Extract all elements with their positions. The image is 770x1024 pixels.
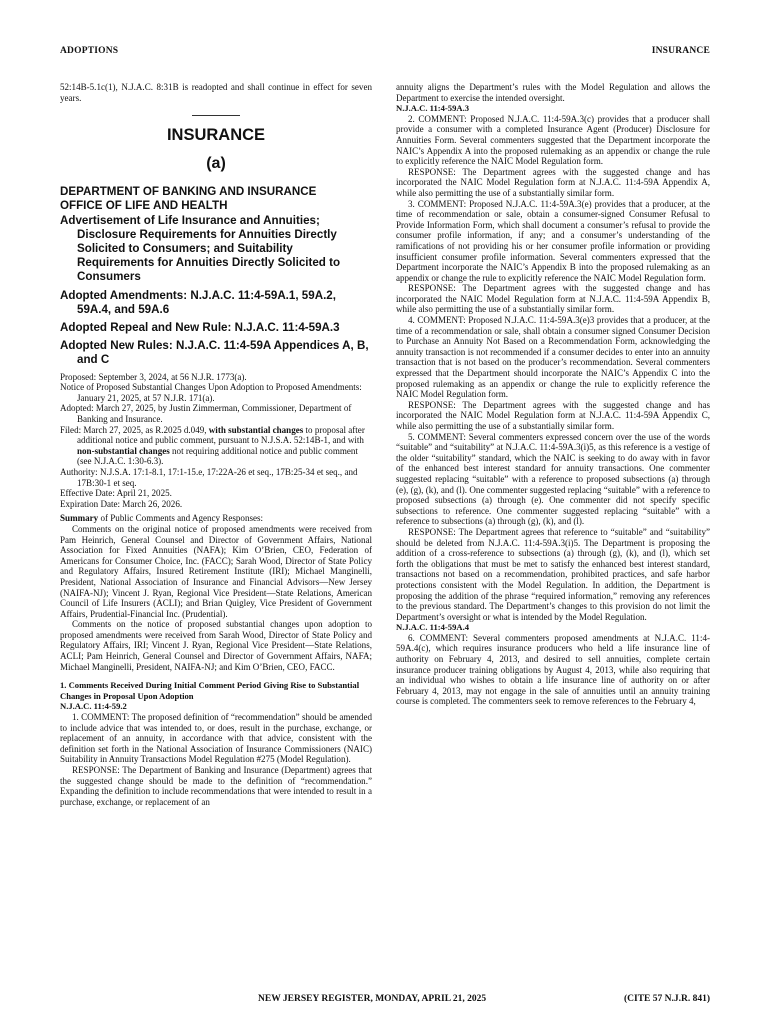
filed-text-c: to proposal after additional notice and public comment, pursuant to N.J.S.A. 52:14B-1, and with: [77, 424, 365, 446]
agency-office: OFFICE OF LIFE AND HEALTH: [60, 199, 228, 213]
comment-paragraph: 1. COMMENT: The proposed definition of “recommendation” should be amended to include advice that was intended to, or does, result in the purchase, exchange, or replacement of an annuity, in accordance with that advice, consistent with the definition set forth in the National Association of Insurance Commissioners (NAIC) Suitability in Annuity Transactions Model Regulation #275 (Model Regulation).: [60, 712, 372, 765]
adopted-amendments: Adopted Amendments: N.J.A.C. 11:4-59A.1, 59A.2, 59A.4, and 59A.6: [60, 288, 336, 316]
continued-paragraph: annuity aligns the Department’s rules with the Model Regulation and allows the Department to exercise the intended oversight.: [396, 82, 710, 103]
comment-paragraph: 2. COMMENT: Proposed N.J.A.C. 11:4-59A.3(c) provides that a producer shall provide a consumer with a completed Insurance Agent (Producer) Disclosure for Annuities Form. Several commenters suggested that the Department incorporate the NAIC’s Appendix A into the proposed rulemaking as an appendix or change the rule to explicitly reference the NAIC Model Regulation form.: [396, 113, 710, 167]
filed-text-a: Filed: March 27, 2025, as R.2025 d.049,: [60, 424, 209, 435]
subsection-heading: 1. Comments Received During Initial Comment Period Giving Rise to Substantial Changes in Proposal Upon Adoption: [60, 680, 360, 701]
rule-reference: N.J.A.C. 11:4-59A.4: [396, 622, 470, 633]
filed-line: [60, 425, 372, 467]
summary-heading: [60, 513, 372, 524]
proposed-line: Proposed: September 3, 2024, at 56 N.J.R. 1773(a).: [60, 371, 247, 382]
response-paragraph: RESPONSE: The Department agrees that reference to “suitable” and “suitability” should be deleted from N.J.A.C. 11:4-59A.3(i)5. The Department is proposing the addition of a cross-reference to subsections (a) through (g), (k), and (l), which set forth the obligations that must be met to satisfy the enhanced best interest standard, transactions not based on a recommendation, prohibited practices, and safe harbor protections consistent with the Model Regulation. In addition, the Department is proposing the addition of the phrase “required information,” removing any references to the previous standard. The Department’s changes to this provision do not limit the Department’s oversight or what is intended by the Model Regulation.: [396, 526, 710, 622]
adopted-new-rules: Adopted New Rules: N.J.A.C. 11:4-59A Appendices A, B, and C: [60, 339, 369, 367]
body-paragraph: Comments on the original notice of proposed amendments were received from Pam Heinrich, General Counsel and Director of Government Affairs, National Association for Fixed Annuities (NAFA); Kim O’Brien, CEO, Federation of Americans for Consumer Choice, Inc. (FACC); Sarah Wood, Director of State Policy and Regulatory Affairs, Insured Retirement Institute (IRI); Michael Manginelli, President, National Association of Insurance and Financial Advisors—New Jersey (NAIFA-NJ); Vincent J. Ryan, Regional Vice President—State Relations, American Council of Life Insurers (ACLI); and Brian Quigley, Vice President of Government Affairs, Prudential-Financial Inc. (Prudential).: [60, 523, 372, 619]
filed-nonsubstantial: non-substantial changes: [77, 445, 170, 456]
rule-title: Advertisement of Life Insurance and Annuities; Disclosure Requirements for Annuities Directly Solicited to Consumers; and Suitability Requirements for Annuities Directly Solicited to Consumers: [60, 213, 341, 284]
footer-citation: (CITE 57 N.J.R. 841): [623, 994, 710, 1004]
right-column: [396, 82, 710, 707]
expiration-date: Expiration Date: March 26, 2026.: [60, 498, 183, 509]
summary-rest: of Public Comments and Agency Responses:: [98, 513, 264, 524]
footer-issue: NEW JERSEY REGISTER, MONDAY, APRIL 21, 2025: [258, 994, 487, 1004]
authority-line: Authority: N.J.S.A. 17:1-8.1, 17:1-15.e, 17:22A-26 et seq., 17B:25-34 et seq., and 17B:30-1 et seq.: [60, 466, 358, 488]
header-section-left: ADOPTIONS: [60, 46, 119, 56]
rule-reference: N.J.A.C. 11:4-59.2: [60, 701, 127, 712]
response-paragraph: RESPONSE: The Department agrees with the suggested change and has incorporated the NAIC Model Regulation form at N.J.A.C. 11:4-59A Appendix A, while also permitting the use of a substantially similar form.: [396, 166, 710, 198]
comment-paragraph: 3. COMMENT: Proposed N.J.A.C. 11:4-59A.3(e) provides that a producer, at the time of recommendation or sale, obtain a consumer-signed Consumer Refusal to Provide Information Form, which shall document a consumer’s refusal to provide the consumer profile information, if any; and a consumer’s understanding of the ramifications of not providing his or her consumer profile information or providing insufficient consumer profile information. Several commenters expressed that the Department incorporate the NAIC’s Appendix B into the proposed rulemaking as an appendix or change the rule to explicitly reference the NAIC Model Regulation form.: [396, 198, 710, 283]
notice-line: Notice of Proposed Substantial Changes Upon Adoption to Proposed Amendments: January 21, 2025, at 57 N.J.R. 171(a).: [60, 382, 362, 403]
response-paragraph: RESPONSE: The Department of Banking and Insurance (Department) agrees that the suggested change should be made to the definition of “recommendation.” Expanding the definition to include recommendations that were intended to result in a purchase, exchange, or replacement of an: [60, 765, 372, 807]
adopted-repeal: Adopted Repeal and New Rule: N.J.A.C. 11:4-59A.3: [60, 321, 340, 335]
running-header: [60, 46, 710, 60]
comment-paragraph: 6. COMMENT: Several commenters proposed amendments at N.J.A.C. 11:4-59A.4(c), which requires insurance producers who held a life insurance line of authority on February 4, 2013, and desired to sell annuities, complete certain insurance producer training obligations by August 4, 2013, while also requiring that an individual who wishes to obtain a life insurance line of authority on or after February 4, 2013, may not engage in the sale of annuities until an annuity training course is completed. The commenters seek to remove references to the February 4,: [396, 632, 710, 707]
header-section-right: INSURANCE: [651, 46, 710, 56]
intro-paragraph: 52:14B-5.1c(1), N.J.A.C. 8:31B is readopted and shall continue in effect for seven years.: [60, 82, 372, 103]
filed-text-e: not requiring additional notice and public comment (see N.J.A.C. 1:30-6.3).: [77, 445, 358, 467]
body-paragraph: Comments on the notice of proposed substantial changes upon adoption to proposed amendments were received from Sarah Wood, Director of State Policy and Regulatory Affairs, IRI; Vincent J. Ryan, Regional Vice President—State Relations, ACLI; Pam Heinrich, General Counsel and Director of Government Affairs, NAFA; Michael Manginelli, President, NAIFA-NJ; and Kim O’Brien, CEO, FACC.: [60, 619, 372, 672]
section-letter: (a): [206, 155, 226, 173]
section-title: INSURANCE: [166, 126, 266, 145]
filed-substantial: with substantial changes: [208, 424, 304, 435]
rule-reference: N.J.A.C. 11:4-59A.3: [396, 103, 470, 114]
page-footer: [60, 994, 710, 1008]
comment-paragraph: 4. COMMENT: Proposed N.J.A.C. 11:4-59A.3(e)3 provides that a producer, at the time of a recommendation or sale, shall obtain a consumer signed Consumer Decision to Purchase an Annuity Not Based on a Recommendation Form, acknowledging the annuity transaction is not recommended if a consumer decides to enter into an annuity transaction that is not based on the producer’s recommendation. Several commenters expressed that the Department should incorporate the NAIC’s Appendix C into the proposed rulemaking as an appendix or change the rule to explicitly reference the NAIC Model Regulation form.: [396, 315, 710, 400]
left-column: [60, 82, 372, 807]
effective-date: Effective Date: April 21, 2025.: [60, 488, 172, 499]
response-paragraph: RESPONSE: The Department agrees with the suggested change and has incorporated the NAIC Model Regulation form at N.J.A.C. 11:4-59A Appendix C, while also permitting the use of a substantially similar form.: [396, 399, 710, 431]
comment-paragraph: 5. COMMENT: Several commenters expressed concern over the use of the words “suitable” and “suitability” at N.J.A.C. 11:4-59A.3(i)5, as this reference is a vestige of the older “suitability” standard, which the NAIC is seeking to do away with in favor of the enhanced best interest standard for annuity transactions. One commenter suggested replacing “suitable” with a reference to proposed subsections (a) through (e), (g), (k), and (l). One commenter suggested replacing “suitable” with a reference to proposed subsections (a) through (e). One commenter did not specify specific subsections to reference. One commenter suggested replacing “suitable” with a reference to subsections (a) through (g), (k), and (l).: [396, 431, 710, 527]
section-divider: [192, 115, 240, 116]
agency-department: DEPARTMENT OF BANKING AND INSURANCE: [60, 185, 317, 199]
adopted-line: Adopted: March 27, 2025, by Justin Zimmerman, Commissioner, Department of Banking and Insurance.: [60, 403, 352, 424]
summary-bold: Summary: [60, 513, 99, 524]
response-paragraph: RESPONSE: The Department agrees with the suggested change and has incorporated the NAIC Model Regulation form at N.J.A.C. 11:4-59A Appendix B, while also permitting the use of a substantially similar form.: [396, 283, 710, 315]
